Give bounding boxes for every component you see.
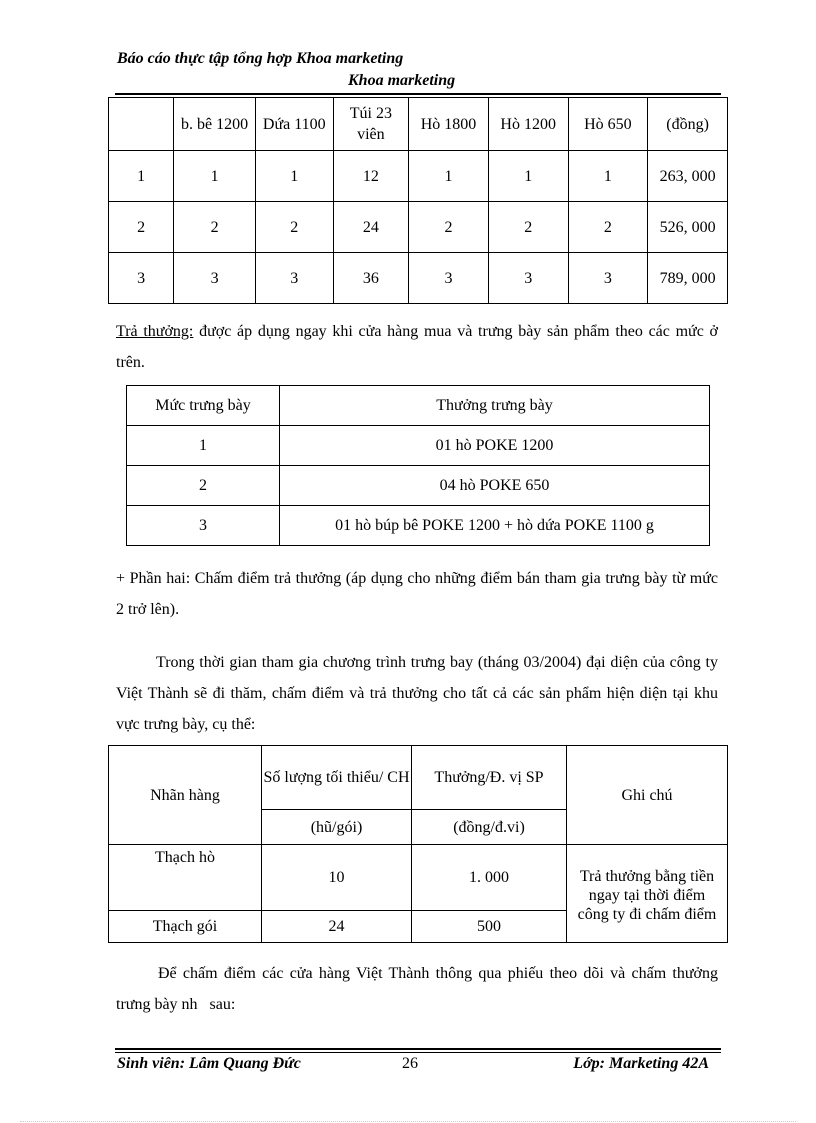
table-header-cell: Thưởng/Đ. vị SP bbox=[412, 746, 567, 810]
table-cell: 1 bbox=[127, 426, 280, 466]
table-header-row bbox=[127, 386, 710, 426]
table-header-cell bbox=[109, 98, 174, 151]
table-cell: 500 bbox=[412, 911, 567, 943]
table-cell: 1 bbox=[409, 151, 489, 202]
table-cell: 04 hò POKE 650 bbox=[280, 466, 710, 506]
table-cell: Thạch gói bbox=[109, 911, 262, 943]
table-header-cell: Thưởng trưng bày bbox=[280, 386, 710, 426]
table-cell: 3 bbox=[409, 253, 489, 304]
display-reward-table bbox=[126, 385, 710, 546]
table-header-cell: Hò 1200 bbox=[488, 98, 568, 151]
table-header-cell: Mức trưng bày bbox=[127, 386, 280, 426]
table-header-cell: Số lượng tối thiểu/ CH bbox=[262, 746, 412, 810]
table-cell: 01 hò POKE 1200 bbox=[280, 426, 710, 466]
table-cell: 3 bbox=[109, 253, 174, 304]
page-number: 26 bbox=[402, 1055, 418, 1072]
table-cell: 1 bbox=[255, 151, 333, 202]
table-row bbox=[109, 253, 728, 304]
table-cell: 2 bbox=[409, 202, 489, 253]
table-header-cell: b. bê 1200 bbox=[174, 98, 256, 151]
table-cell: 2 bbox=[109, 202, 174, 253]
report-header-department: Khoa marketing bbox=[348, 72, 456, 89]
table-header-cell: Hò 1800 bbox=[409, 98, 489, 151]
table-header-row bbox=[109, 746, 728, 810]
table-header-cell: Hò 650 bbox=[568, 98, 648, 151]
footer-rule-thin bbox=[115, 1052, 721, 1053]
part-two-paragraph: + Phần hai: Chấm điểm trả thưởng (áp dụng cho những điểm bán tham gia trưng bày từ mức 2 trở lên). bbox=[116, 570, 718, 618]
table-cell: 3 bbox=[127, 506, 280, 546]
table-cell: 1 bbox=[109, 151, 174, 202]
table-cell: 2 bbox=[488, 202, 568, 253]
table-header-cell: Dứa 1100 bbox=[255, 98, 333, 151]
report-header-title: Báo cáo thực tập tổng hợp Khoa marketing bbox=[117, 50, 404, 67]
table-header-cell: Ghi chú bbox=[567, 746, 728, 845]
table-cell: 12 bbox=[333, 151, 409, 202]
table-cell: 3 bbox=[174, 253, 256, 304]
header-rule bbox=[115, 93, 721, 95]
table-header-cell: (đồng) bbox=[648, 98, 728, 151]
table-row bbox=[109, 845, 728, 911]
table-cell: 1. 000 bbox=[412, 845, 567, 911]
table-cell: 1 bbox=[568, 151, 648, 202]
table-row bbox=[109, 151, 728, 202]
table-header-cell: Nhãn hàng bbox=[109, 746, 262, 845]
table-cell: 1 bbox=[174, 151, 256, 202]
table-cell: 3 bbox=[568, 253, 648, 304]
table-cell: 789, 000 bbox=[648, 253, 728, 304]
table-cell: 2 bbox=[127, 466, 280, 506]
table-cell: 24 bbox=[262, 911, 412, 943]
display-level-product-table bbox=[108, 97, 728, 304]
table-cell: 10 bbox=[262, 845, 412, 911]
table-cell: 2 bbox=[568, 202, 648, 253]
table-cell: 24 bbox=[333, 202, 409, 253]
table-cell: Thạch hò bbox=[109, 845, 262, 911]
table-cell: 526, 000 bbox=[648, 202, 728, 253]
table-cell: 3 bbox=[488, 253, 568, 304]
table-note-cell: Trả thưởng bằng tiền ngay tại thời điểm công ty đi chấm điểm bbox=[567, 845, 728, 943]
reward-text: được áp dụng ngay khi cửa hàng mua và trưng bày sản phẩm theo các mức ở trên. bbox=[116, 323, 718, 371]
closing-paragraph: Để chấm điểm các cửa hàng Việt Thành thông qua phiếu theo dõi và chấm thưởng trưng bày nh sau: bbox=[116, 965, 722, 1013]
table-unit-cell: (đồng/đ.vi) bbox=[412, 810, 567, 845]
table-unit-cell: (hũ/gói) bbox=[262, 810, 412, 845]
table-row bbox=[127, 466, 710, 506]
reward-label: Trả thưởng: bbox=[116, 323, 194, 340]
reward-paragraph bbox=[116, 316, 718, 378]
footer-class: Lớp: Marketing 42A bbox=[573, 1055, 709, 1072]
table-cell: 263, 000 bbox=[648, 151, 728, 202]
table-row bbox=[127, 426, 710, 466]
table-cell: 2 bbox=[255, 202, 333, 253]
table-cell: 36 bbox=[333, 253, 409, 304]
table-cell: 1 bbox=[488, 151, 568, 202]
table-cell: 01 hò búp bê POKE 1200 + hò dứa POKE 1100 g bbox=[280, 506, 710, 546]
table-header-row bbox=[109, 98, 728, 151]
table-cell: 3 bbox=[255, 253, 333, 304]
table-cell: 2 bbox=[174, 202, 256, 253]
table-row bbox=[127, 506, 710, 546]
footer-rule bbox=[115, 1048, 721, 1050]
footer-student: Sinh viên: Lâm Quang Đức bbox=[117, 1055, 301, 1072]
scoring-reward-table bbox=[108, 745, 728, 943]
program-paragraph: Trong thời gian tham gia chương trình trưng bay (tháng 03/2004) đại diện của công ty Việt Thành sẽ đi thăm, chấm điểm và trả thưởng cho tất cả các sản phẩm hiện diện tại khu vực trưng bày, cụ thể: bbox=[116, 654, 718, 733]
table-row bbox=[109, 202, 728, 253]
table-header-cell: Túi 23 viên bbox=[333, 98, 409, 151]
page-edge-dots bbox=[20, 1121, 796, 1122]
